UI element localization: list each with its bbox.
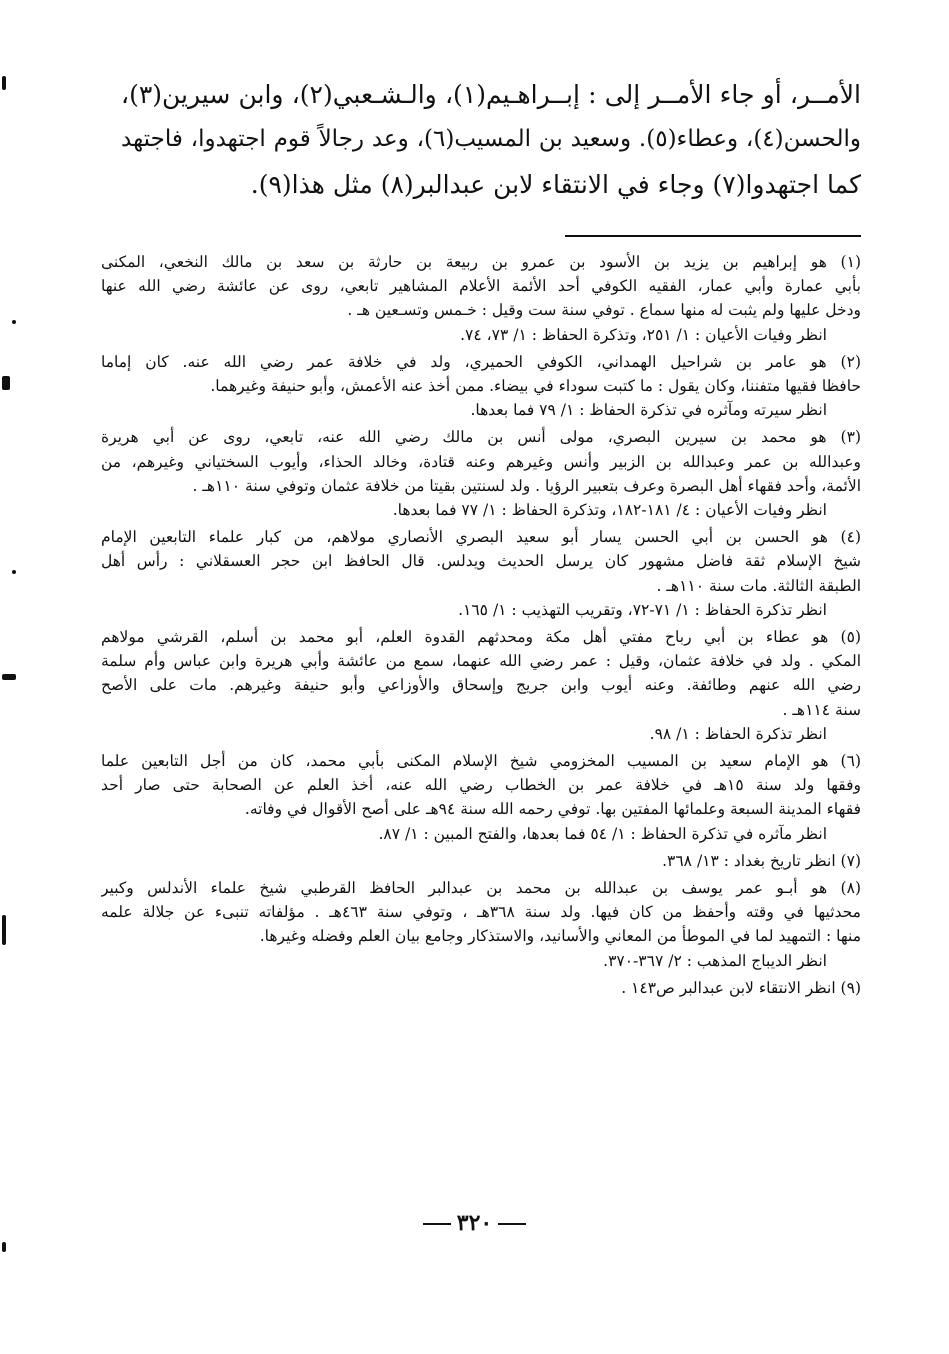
footnote-reference: انظر الديباج المذهب : ٢/ ٣٦٧-٣٧٠.	[603, 951, 827, 970]
footnote-line: الأئمة، وأحد فقهاء أهل البصرة وعرف بتعبير الرؤيا . ولد لسنتين بقيتا من خلافة عثمان وتوفي سنة ١١٠هـ .	[192, 476, 861, 495]
footnote-line: رضي الله عنهم وطائفة. وعنه أيوب وابن جريج وإسحاق والأوزاعي وأبو حنيفة وغيرهم. مات على الأصح	[101, 676, 861, 695]
footnote-reference: انظر وفيات الأعيان : ١/ ٢٥١، وتذكرة الحفاظ : ١/ ٧٣، ٧٤.	[460, 325, 827, 344]
scan-mark	[2, 915, 6, 945]
footnote-8	[101, 876, 861, 973]
page-number-dash	[498, 1223, 526, 1225]
footnote-line: (٩) انظر الانتقاء لابن عبدالبر ص١٤٣ .	[621, 978, 861, 997]
footnote-line: (٣) هو محمد بن سيرين البصري، مولى أنس بن مالك رضي الله عنه، تابعي، روى عن أبي هريرة	[101, 428, 861, 447]
footnote-4	[101, 525, 861, 622]
scan-mark	[2, 1242, 6, 1252]
footnote-line: وفقها ولد سنة ١٥هـ في خلافة عمر بن الخطاب رضي الله عنه، أخذ العلم عن الصحابة حتى صار أحد	[101, 776, 861, 795]
footnote-line: منها : التمهيد لما في الموطأ من المعاني والأسانيد، والاستذكار وجامع بيان العلم وفضله وغيرها.	[259, 927, 861, 946]
footnote-line: شيخ الإسلام ثقة فاضل مشهور كان يرسل الحديث ويدلس. قال الحافظ ابن حجر العسقلاني : رأس أهل	[101, 552, 861, 571]
footnote-2	[101, 350, 861, 423]
footnote-line: (٨) هو أبـو عمر يوسف بن عبدالله بن محمد بن عبدالبر الحافظ القرطبي شيخ علماء الأندلس وكبير	[101, 879, 861, 898]
footnote-line: (٥) هو عطاء بن أبي رباح مفتي أهل مكة ومحدثهم القدوة العلم، أبو محمد بن أسلم، القرشي مولاهم	[101, 628, 861, 647]
footnote-line: سنة ١١٤هـ .	[782, 700, 861, 719]
footnote-5	[101, 625, 861, 746]
footnote-9	[101, 976, 861, 1000]
footnote-reference: انظر وفيات الأعيان : ٤/ ١٨١-١٨٢، وتذكرة الحفاظ : ١/ ٧٧ فما بعدها.	[392, 501, 827, 520]
footnote-line: الطبقة الثالثة. مات سنة ١١٠هـ .	[656, 576, 861, 595]
scan-mark	[2, 674, 16, 680]
footnote-line: حافظا فقيها متفننا، وكان يقول : ما كتبت سوداء في بيضاء. ممن أخذ عنه الأعمش، وأبو حنيفة وغيرهما.	[210, 377, 861, 396]
footnote-line: بأبي عمارة وأبي عمار، الفقيه الكوفي أحد الأئمة الأعلام المشاهير تابعي، روى عن عائشة رضي الله عنها	[101, 277, 861, 296]
footnote-line: المكي . ولد في خلافة عثمان، وقيل : عمر رضي الله عنهما، سمع من عائشة وأبي هريرة وابن عباس وأم سلمة	[101, 652, 861, 671]
footnotes-section	[101, 250, 861, 1003]
footnote-1	[101, 250, 861, 347]
page-number-value: ٣٢٠	[456, 1210, 493, 1236]
footnote-line: فقهاء المدينة السبعة وعلمائها المفتين بها. توفي رحمه الله سنة ٩٤هـ على أصح الأقوال في وفاته.	[244, 800, 861, 819]
footnote-3	[101, 425, 861, 522]
footnote-line: (٢) هو عامر بن شراحيل الهمداني، الكوفي الحميري، ولد في خلافة عمر رضي الله عنه. كان إماما	[101, 352, 861, 371]
footnote-line: (٦) هو الإمام سعيد بن المسيب المخزومي شيخ الإسلام المكنى بأبي محمد، كان من أجل التابعين علما	[101, 752, 861, 771]
scan-mark	[12, 320, 16, 324]
footnote-line: (٤) هو الحسن بن أبي الحسن يسار أبو سعيد البصري الأنصاري مولاهم، من كبار علماء التابعين الإمام	[101, 528, 861, 547]
scan-mark	[12, 570, 16, 574]
footnote-7	[101, 849, 861, 873]
main-text-line: كما اجتهدوا(٧) وجاء في الانتقاء لابن عبدالبر(٨) مثل هذا(٩).	[250, 170, 861, 199]
footnote-reference: انظر تذكرة الحفاظ : ١/ ٧١-٧٢، وتقريب التهذيب : ١/ ١٦٥.	[458, 600, 827, 619]
footnote-reference: انظر تذكرة الحفاظ : ١/ ٩٨.	[649, 724, 827, 743]
footnote-line: (٧) انظر تاريخ بغداد : ١٣/ ٣٦٨.	[662, 851, 861, 870]
footnote-reference: انظر سيرته ومآثره في تذكرة الحفاظ : ١/ ٧٩ فما بعدها.	[470, 401, 827, 420]
scan-mark	[2, 376, 10, 390]
scan-mark	[2, 76, 6, 90]
footnote-line: (١) هو إبراهيم بن يزيد بن الأسود بن عمرو بن ربيعة بن حارثة بن سعد بن مالك النخعي، المكنى	[101, 253, 861, 271]
main-text-line: الأمــر، أو جاء الأمــر إلى : إبــراهـيم(١)، والـشـعبي(٢)، وابن سيرين(٣)،	[121, 80, 861, 109]
footnote-separator	[565, 235, 861, 237]
main-text-line: والحسن(٤)، وعطاء(٥). وسعيد بن المسيب(٦)، وعد رجالاً قوم اجتهدوا، فاجتهد	[121, 126, 861, 152]
page-number-dash	[423, 1223, 451, 1225]
footnote-6	[101, 749, 861, 846]
footnote-line: محدثيها في وقته وأحفظ من كان فيها. ولد سنة ٣٦٨هـ ، وتوفي سنة ٤٦٣هـ . مؤلفاته تنبىء عن جلالة علمه	[101, 903, 861, 922]
footnote-line: ودخل عليها ولم يثبت له منها سماع . توفي سنة ست وقيل : خـمس وتسـعين هـ .	[347, 301, 861, 320]
footnote-line: وعبدالله بن عمر وعبدالله بن الزبير وأنس وغيرهم وعنه قتادة، وخالد الحذاء، وأيوب السختياني وغيرهم، من	[101, 452, 861, 471]
footnote-reference: انظر مآثره في تذكرة الحفاظ : ١/ ٥٤ فما بعدها، والفتح المبين : ١/ ٨٧.	[378, 824, 827, 843]
main-paragraph	[121, 72, 861, 207]
page-number	[0, 1210, 949, 1236]
